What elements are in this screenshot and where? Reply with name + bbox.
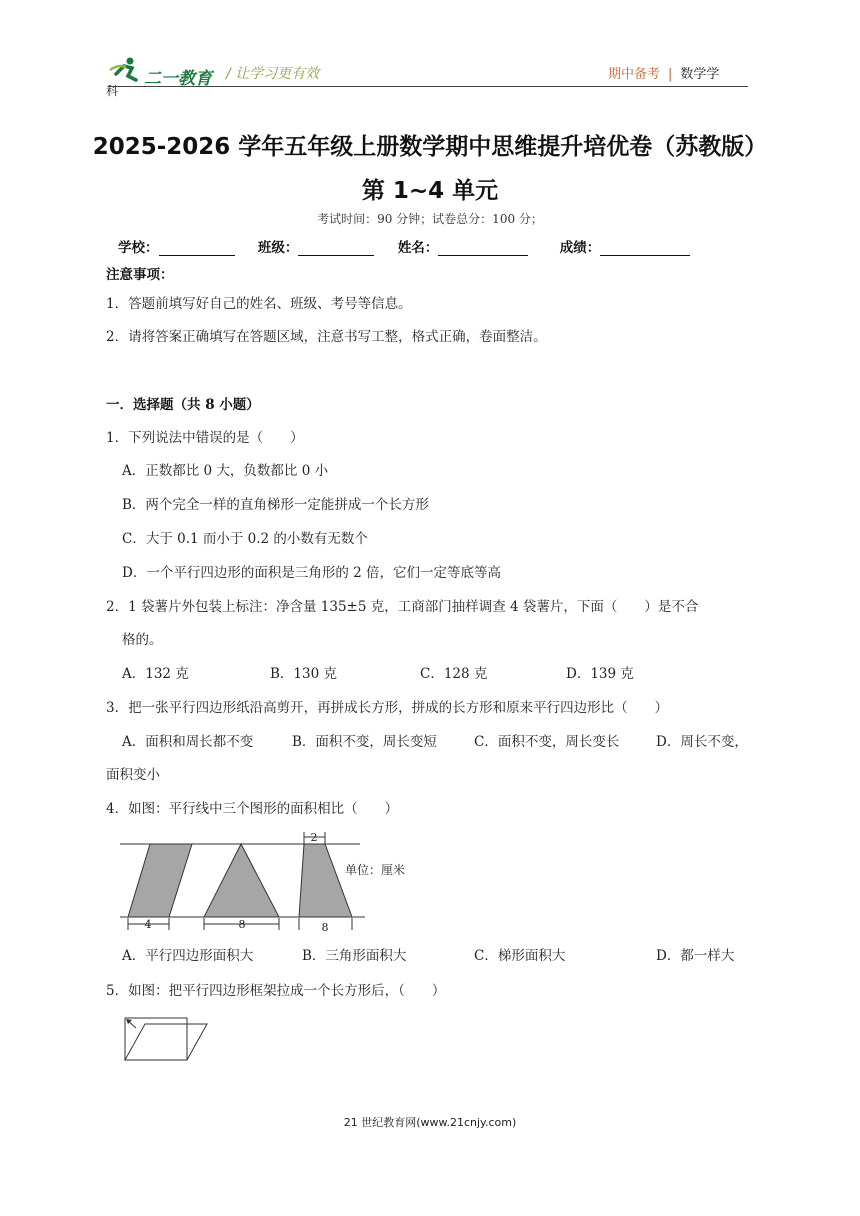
question-2-stem: 2．1 袋薯片外包装上标注：净含量 135±5 克，工商部门抽样调查 4 袋薯片，下面（ ）是不合 xyxy=(106,599,699,615)
question-3-option-c: C．面积不变，周长变长 xyxy=(474,734,620,750)
score-blank[interactable] xyxy=(600,241,690,256)
header-tag-exam: 期中备考 xyxy=(608,67,661,82)
question-3-option-d-cont: 面积变小 xyxy=(106,767,160,783)
question-1-option-c: C．大于 0.1 而小于 0.2 的小数有无数个 xyxy=(122,531,368,547)
header-tag-subject: 数学学 xyxy=(680,67,720,82)
exam-meta: 考试时间：90 分钟；试卷总分：100 分； xyxy=(317,212,543,226)
info-fields xyxy=(118,236,690,256)
question-2-option-d: D．139 克 xyxy=(566,666,634,682)
runner-icon xyxy=(108,56,142,84)
question-3-option-b: B．面积不变，周长变短 xyxy=(292,734,437,750)
question-2-option-a: A．132 克 xyxy=(122,666,189,682)
header-tags xyxy=(608,63,719,82)
logo xyxy=(108,56,142,84)
question-4-stem: 4．如图：平行线中三个图形的面积相比（ ） xyxy=(106,801,399,817)
question-5-figure xyxy=(122,1014,212,1064)
page-title: 2025-2026 学年五年级上册数学期中思维提升培优卷（苏教版） xyxy=(92,134,768,160)
question-4-option-b: B．三角形面积大 xyxy=(302,948,407,964)
question-1-option-d: D．一个平行四边形的面积是三角形的 2 倍，它们一定等底等高 xyxy=(122,565,501,581)
name-label: 姓名： xyxy=(397,240,439,256)
parallelogram-shape xyxy=(128,844,192,917)
name-blank[interactable] xyxy=(438,241,528,256)
class-blank[interactable] xyxy=(298,241,374,256)
question-1-option-b: B．两个完全一样的直角梯形一定能拼成一个长方形 xyxy=(122,497,429,513)
triangle-shape xyxy=(204,844,279,917)
logo-text: 二一教育 xyxy=(144,69,212,89)
question-4-option-c: C．梯形面积大 xyxy=(474,948,566,964)
question-4-option-d: D．都一样大 xyxy=(656,948,735,964)
school-label: 学校： xyxy=(118,240,159,256)
question-2-stem-cont: 格的。 xyxy=(122,632,163,648)
page-subtitle: 第 1~4 单元 xyxy=(361,178,499,204)
footer: 21 世纪教育网(www.21cnjy.com) xyxy=(343,1116,517,1129)
figure-label-a: 4 xyxy=(144,918,152,931)
figure-label-b: 8 xyxy=(238,918,246,931)
header-separator: | xyxy=(668,67,673,82)
question-2-option-b: B．130 克 xyxy=(270,666,337,682)
question-2-option-c: C．128 克 xyxy=(420,666,488,682)
slogan: / 让学习更有效 xyxy=(226,66,320,82)
header-divider xyxy=(108,86,748,87)
figure-label-c: 8 xyxy=(321,921,329,934)
logo-subtext: 科 xyxy=(106,84,119,98)
figure-label-top: 2 xyxy=(310,831,318,844)
question-4-figure xyxy=(120,828,430,936)
school-blank[interactable] xyxy=(159,241,235,256)
class-label: 班级： xyxy=(257,240,299,256)
question-3-option-d: D．周长不变， xyxy=(656,734,748,750)
trapezoid-shape xyxy=(299,844,352,917)
note-item: 1．答题前填写好自己的姓名、班级、考号等信息。 xyxy=(106,296,412,312)
question-1-stem: 1．下列说法中错误的是（ ） xyxy=(106,430,304,446)
notes-heading: 注意事项： xyxy=(106,267,174,283)
question-5-stem: 5．如图：把平行四边形框架拉成一个长方形后，（ ） xyxy=(106,983,446,999)
question-4-option-a: A．平行四边形面积大 xyxy=(122,948,254,964)
section-title: 一．选择题（共 8 小题） xyxy=(106,397,260,413)
question-1-option-a: A．正数都比 0 大，负数都比 0 小 xyxy=(122,463,329,479)
figure-unit: 单位：厘米 xyxy=(345,863,406,877)
note-item: 2．请将答案正确填写在答题区域，注意书写工整，格式正确，卷面整洁。 xyxy=(106,329,547,345)
question-3-stem: 3．把一张平行四边形纸沿高剪开，再拼成长方形，拼成的长方形和原来平行四边形比（ ） xyxy=(106,700,669,716)
question-3-option-a: A．面积和周长都不变 xyxy=(122,734,254,750)
score-label: 成绩： xyxy=(559,240,601,256)
